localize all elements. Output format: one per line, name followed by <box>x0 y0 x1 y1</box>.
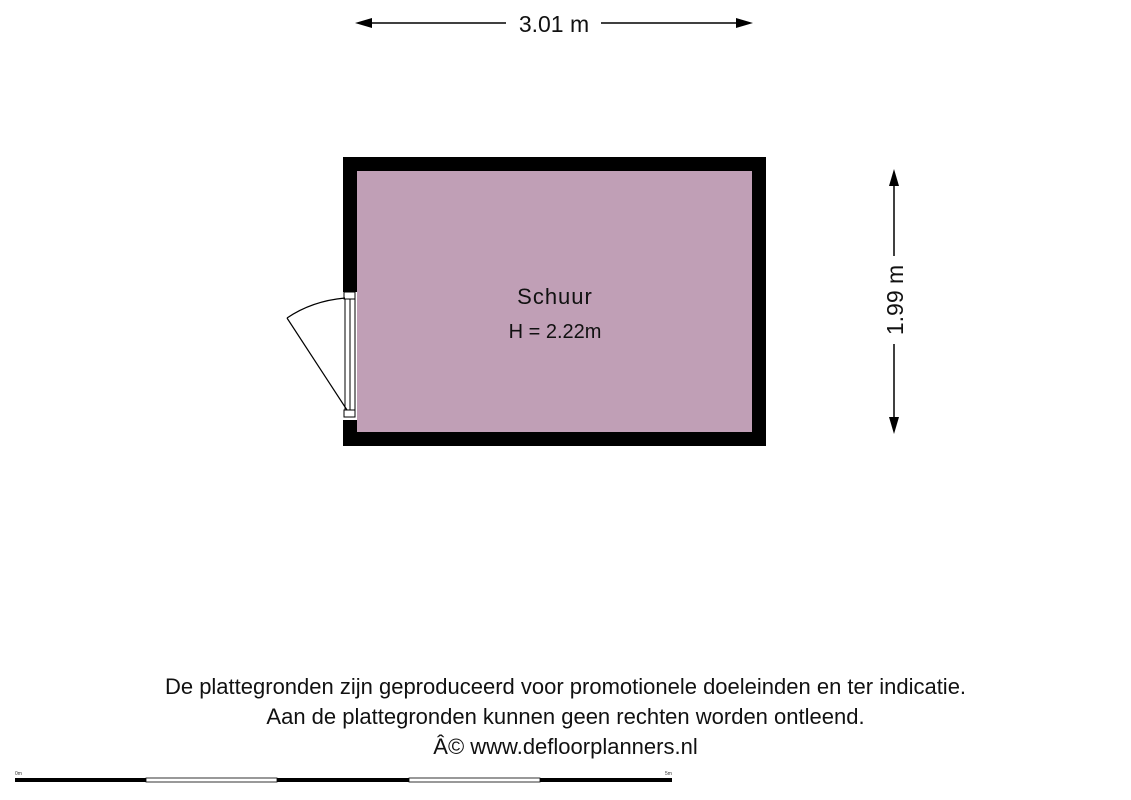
scale-bar-end-label: 5m <box>665 771 672 777</box>
door-jamb-top <box>344 292 355 299</box>
door-leaf <box>287 318 347 410</box>
arrow-right-icon <box>736 18 753 28</box>
scale-bar-segment <box>277 778 409 782</box>
scale-bar-segment <box>15 778 146 782</box>
disclaimer-line: Aan de plattegronden kunnen geen rechten worden ontleend. <box>266 704 865 729</box>
disclaimer-line: De plattegronden zijn geproduceerd voor promotionele doeleinden en ter indicatie. <box>164 674 967 699</box>
door-swing-arc <box>287 298 345 318</box>
scale-bar-segment <box>146 778 277 782</box>
height-dimension-label: 1.99 m <box>882 264 908 336</box>
scale-bar-segment <box>540 778 672 782</box>
width-dimension <box>355 11 753 37</box>
scale-bar <box>15 771 672 782</box>
scale-bar-start-label: 0m <box>15 771 22 777</box>
room-schuur <box>343 157 766 446</box>
arrow-up-icon <box>889 169 899 186</box>
copyright-line: Â© www.defloorplanners.nl <box>433 734 698 759</box>
door <box>287 292 357 420</box>
arrow-left-icon <box>355 18 372 28</box>
room-height: H = 2.22m <box>508 321 602 343</box>
height-dimension <box>882 169 908 434</box>
room-name: Schuur <box>517 284 593 309</box>
arrow-down-icon <box>889 417 899 434</box>
door-jamb-bottom <box>344 410 355 417</box>
width-dimension-label: 3.01 m <box>518 11 590 37</box>
disclaimer <box>0 672 1131 762</box>
scale-bar-segment <box>409 778 540 782</box>
